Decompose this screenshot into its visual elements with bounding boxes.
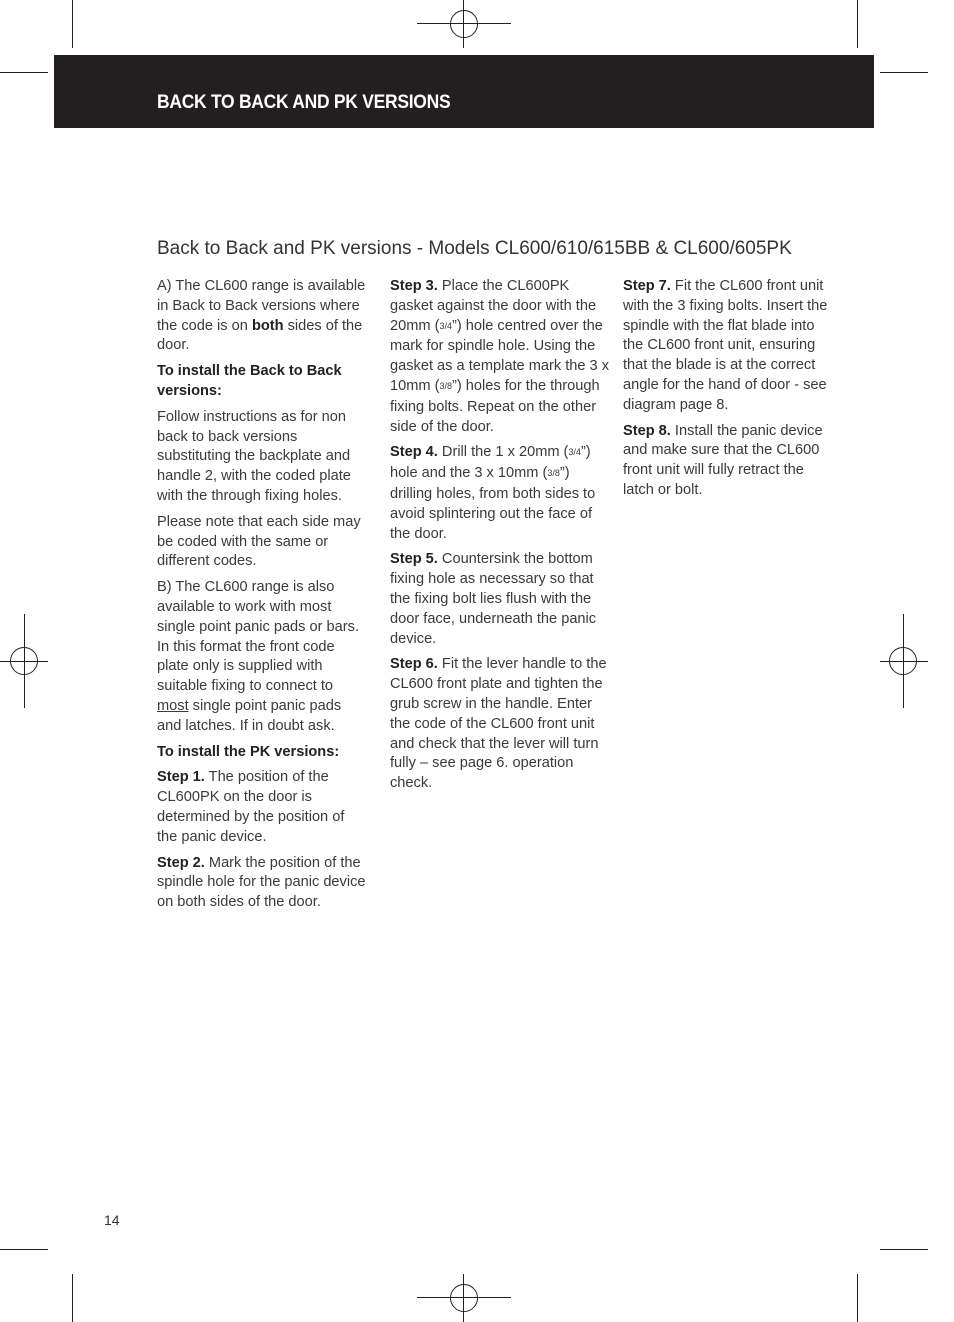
paragraph-a: A) The CL600 range is available in Back to Back versions where the code is on both sides of the door. (157, 278, 366, 354)
registration-circle (889, 647, 917, 675)
column-2 (390, 277, 610, 800)
column-1 (157, 277, 367, 919)
paragraph-b: B) The CL600 range is also available to work with most single point panic pads or bars. In this format the front code plate only is supplied with suitable fixing to connect to most single point panic pads and latches. If in doubt ask. (157, 579, 360, 734)
crop-mark (72, 1274, 73, 1322)
page-title: BACK TO BACK AND PK VERSIONS (157, 92, 451, 113)
crop-mark (880, 72, 928, 73)
crop-mark (72, 0, 73, 48)
section-subtitle: Back to Back and PK versions - Models CL600/610/615BB & CL600/605PK (157, 238, 792, 259)
registration-circle (450, 10, 478, 38)
step-7: Step 7. Fit the CL600 front unit with the 3 fixing bolts. Insert the spindle with the flat blade into the CL600 front unit, ensuring that the blade is at the correct angle for the hand of door - see diagram page 8. (623, 278, 828, 413)
step-5: Step 5. Countersink the bottom fixing hole as necessary so that the fixing bolt lies flush with the door face, underneath the panic device. (390, 551, 597, 647)
step-1: Step 1. The position of the CL600PK on the door is determined by the position of the panic device. (157, 769, 345, 845)
registration-circle (450, 1284, 478, 1312)
registration-circle (10, 647, 38, 675)
crop-mark (857, 1274, 858, 1322)
crop-mark (0, 1249, 48, 1250)
paragraph-follow: Follow instructions as for non back to back versions substituting the backplate and handle 2, with the coded plate with the through fixing holes. (157, 408, 351, 504)
heading-back-to-back: To install the Back to Back versions: (157, 363, 342, 399)
step-3: Step 3. Place the CL600PK gasket against the door with the 20mm (3/4”) hole centred over the mark for spindle hole. Using the gasket as a template mark the 3 x 10mm (3/8”) holes for the through fixing bolts. Repeat on the other side of the door. (390, 278, 610, 435)
page-number: 14 (104, 1212, 120, 1228)
step-2: Step 2. Mark the position of the spindle hole for the panic device on both sides of the door. (157, 854, 366, 911)
heading-pk: To install the PK versions: (157, 743, 340, 760)
header-band (54, 55, 874, 128)
step-8: Step 8. Install the panic device and make sure that the CL600 front unit will fully retract the latch or bolt. (623, 422, 823, 498)
crop-mark (880, 1249, 928, 1250)
crop-mark (857, 0, 858, 48)
step-6: Step 6. Fit the lever handle to the CL600 front plate and tighten the grub screw in the handle. Enter the code of the CL600 front unit and check that the lever will turn fully – see page 6. operation check. (390, 656, 607, 792)
column-3 (623, 277, 833, 507)
paragraph-note: Please note that each side may be coded with the same or different codes. (157, 513, 361, 570)
crop-mark (0, 72, 48, 73)
step-4: Step 4. Drill the 1 x 20mm (3/4”) hole and the 3 x 10mm (3/8”) drilling holes, from both sides to avoid splintering out the face of the door. (390, 444, 596, 542)
